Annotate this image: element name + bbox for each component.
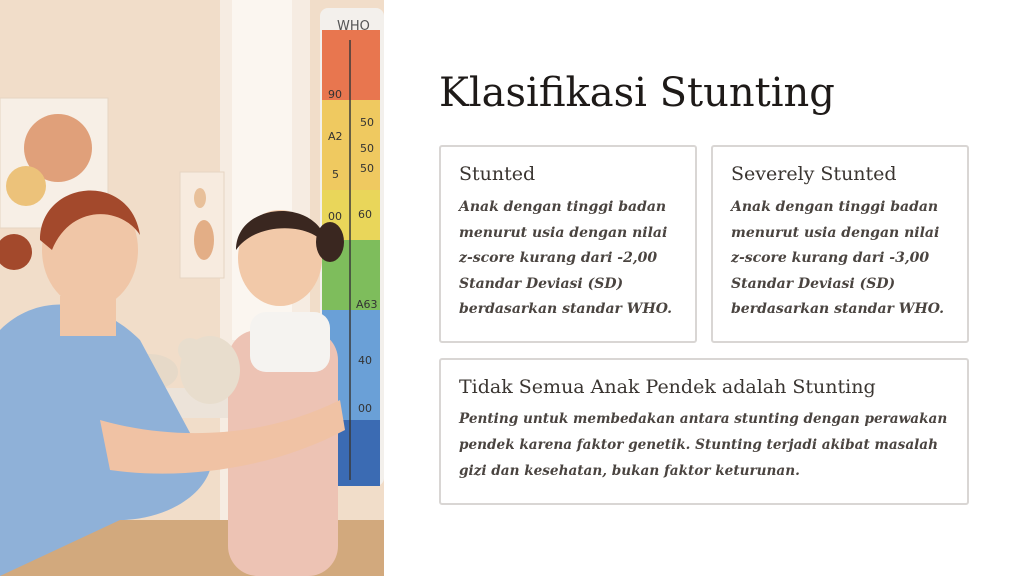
- card-not-all-short-children: [439, 358, 969, 505]
- card-severely-stunted: [711, 145, 969, 343]
- card-title: Severely Stunted: [731, 163, 897, 185]
- scale-number: A63: [356, 298, 378, 311]
- scale-number: A2: [328, 130, 343, 143]
- card-title: Tidak Semua Anak Pendek adalah Stunting: [459, 376, 876, 398]
- nurse-measuring-child-photo: [0, 0, 384, 576]
- scale-number: 50: [360, 142, 374, 155]
- scale-number: 40: [358, 354, 372, 367]
- scale-number: 60: [358, 208, 372, 221]
- chart-who-label: WHO: [337, 19, 370, 34]
- scale-number: 50: [360, 116, 374, 129]
- card-title: Stunted: [459, 163, 536, 185]
- scale-number: 00: [358, 402, 372, 415]
- scale-number: 5: [332, 168, 339, 181]
- card-body: Penting untuk membedakan antara stunting dengan perawakan pendek karena faktor genetik. Stunting terjadi akibat masalah gizi dan kesehatan, bukan faktor keturunan.: [459, 411, 948, 479]
- wall-art-middle: [180, 172, 224, 278]
- scale-number: 90: [328, 88, 342, 101]
- slide-title: Klasifikasi Stunting: [439, 70, 835, 116]
- card-body: Anak dengan tinggi badan menurut usia dengan nilai z-score kurang dari -2,00 Standar Deviasi (SD) berdasarkan standar WHO.: [459, 199, 672, 317]
- scale-number: 00: [328, 210, 342, 223]
- card-body: Anak dengan tinggi badan menurut usia dengan nilai z-score kurang dari -3,00 Standar Deviasi (SD) berdasarkan standar WHO.: [731, 199, 944, 317]
- card-stunted: [439, 145, 697, 343]
- scale-number: 50: [360, 162, 374, 175]
